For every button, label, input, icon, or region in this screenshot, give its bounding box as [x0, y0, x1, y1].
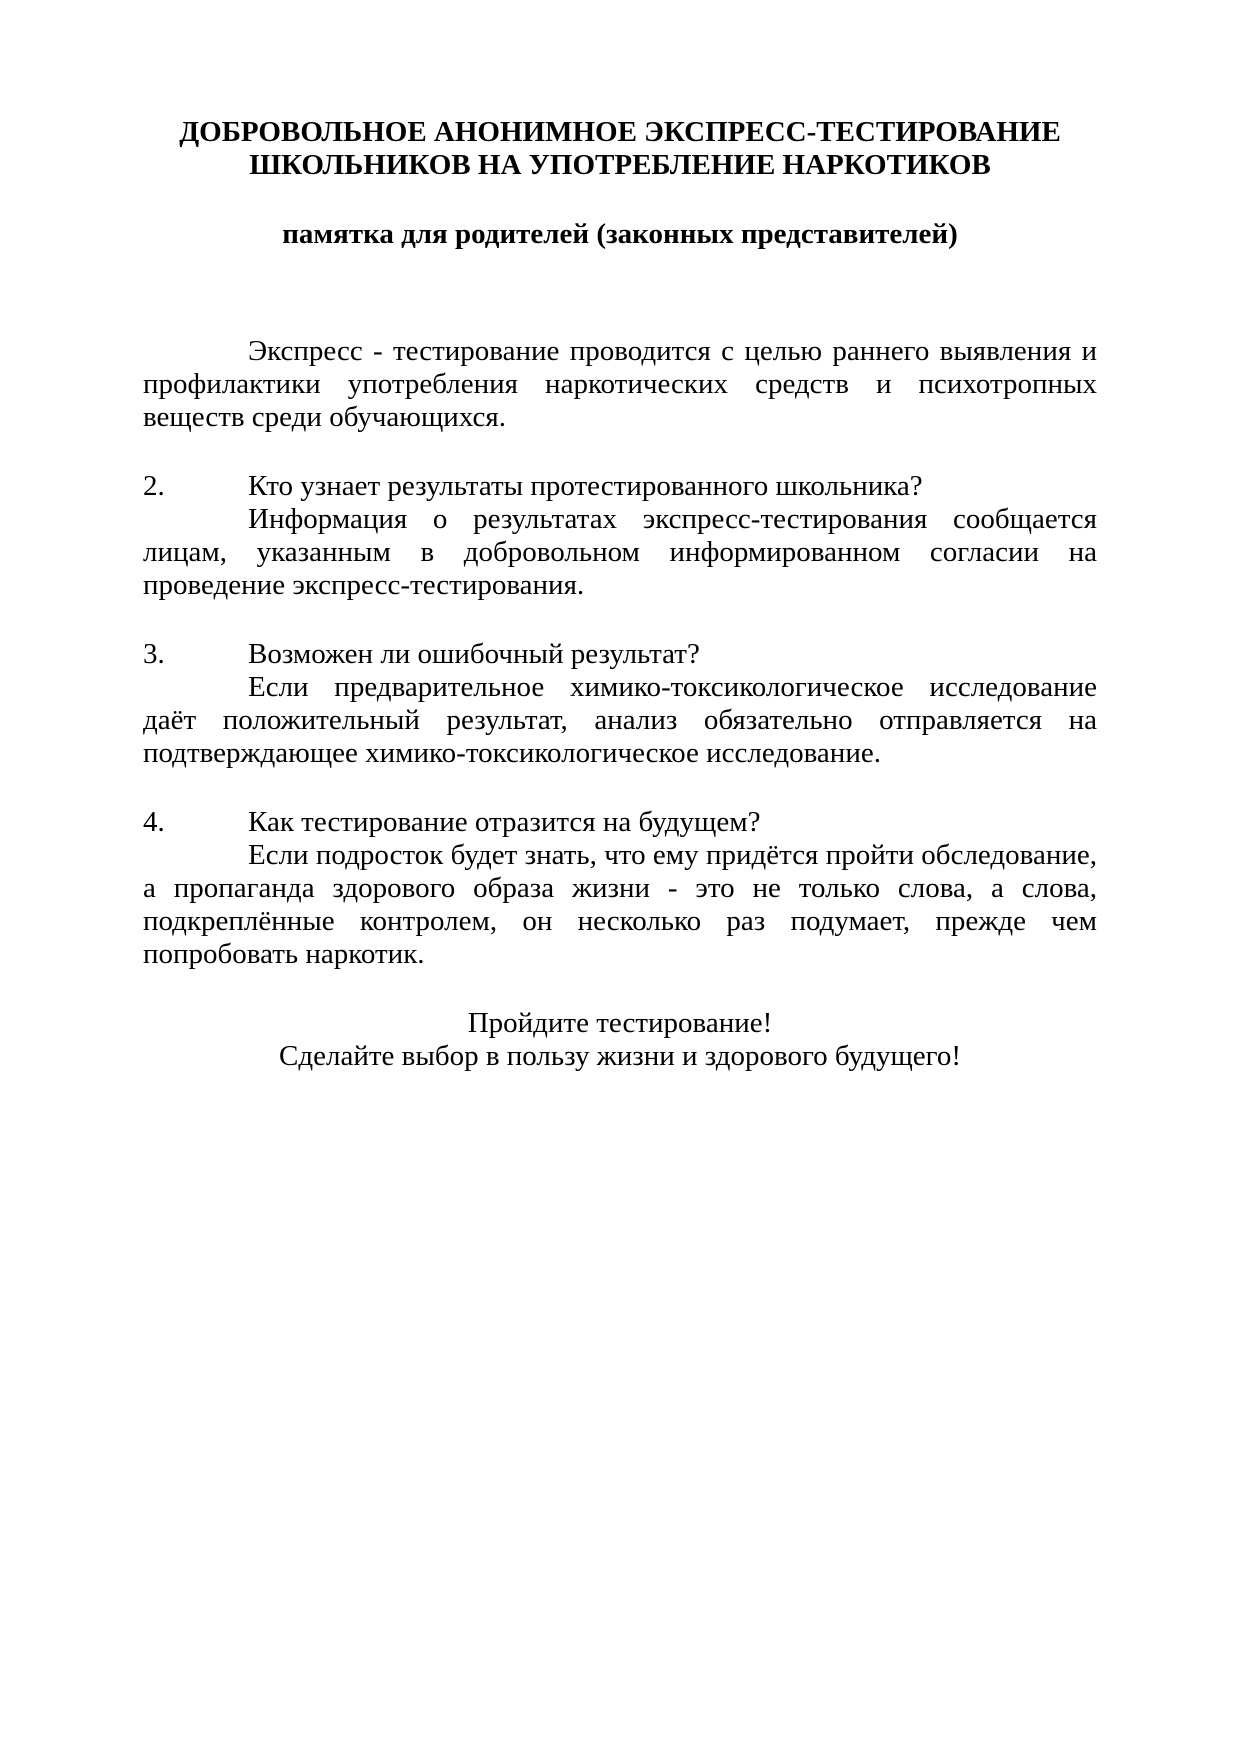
closing-line-2: Сделайте выбор в пользу жизни и здорового будущего! [279, 1040, 961, 1072]
qa-answer: Если подросток будет знать, что ему придётся пройти обследование, а пропаганда здорового образа жизни - это не только слова, а слова, подкреплённые контролем, он несколько раз подумает, прежде чем попробовать наркотик. [143, 839, 1097, 970]
closing-line-1: Пройдите тестирование! [467, 1007, 773, 1039]
title-line-2: ШКОЛЬНИКОВ НА УПОТРЕБЛЕНИЕ НАРКОТИКОВ [249, 149, 991, 181]
qa-question-line [143, 470, 1097, 503]
intro-paragraph: Экспресс - тестирование проводится с целью раннего выявления и профилактики употребления наркотических средств и психотропных веществ среди обучающихся. [143, 335, 1097, 433]
qa-answer: Информация о результатах экспресс-тестирования сообщается лицам, указанным в добровольном информированном согласии на проведение экспресс-тестирования. [143, 503, 1097, 601]
title-line-1: ДОБРОВОЛЬНОЕ АНОНИМНОЕ ЭКСПРЕСС-ТЕСТИРОВАНИЕ [179, 116, 1061, 148]
qa-item-number: 4. [143, 806, 165, 838]
qa-question: Как тестирование отразится на будущем? [248, 806, 761, 838]
qa-question-line [143, 638, 1097, 671]
qa-item-number: 3. [143, 638, 165, 670]
qa-question: Кто узнает результаты протестированного школьника? [248, 470, 923, 502]
closing-block [143, 1007, 1097, 1073]
qa-question-line [143, 806, 1097, 839]
document-title [143, 116, 1097, 182]
qa-item-4 [143, 806, 1097, 971]
document-subtitle: памятка для родителей (законных представителей) [282, 218, 958, 250]
qa-item-3 [143, 638, 1097, 770]
qa-item-2 [143, 470, 1097, 602]
qa-answer: Если предварительное химико-токсикологическое исследование даёт положительный результат, анализ обязательно отправляется на подтверждающее химико-токсикологическое исследование. [143, 671, 1097, 769]
qa-question: Возможен ли ошибочный результат? [248, 638, 700, 670]
qa-item-number: 2. [143, 470, 165, 502]
